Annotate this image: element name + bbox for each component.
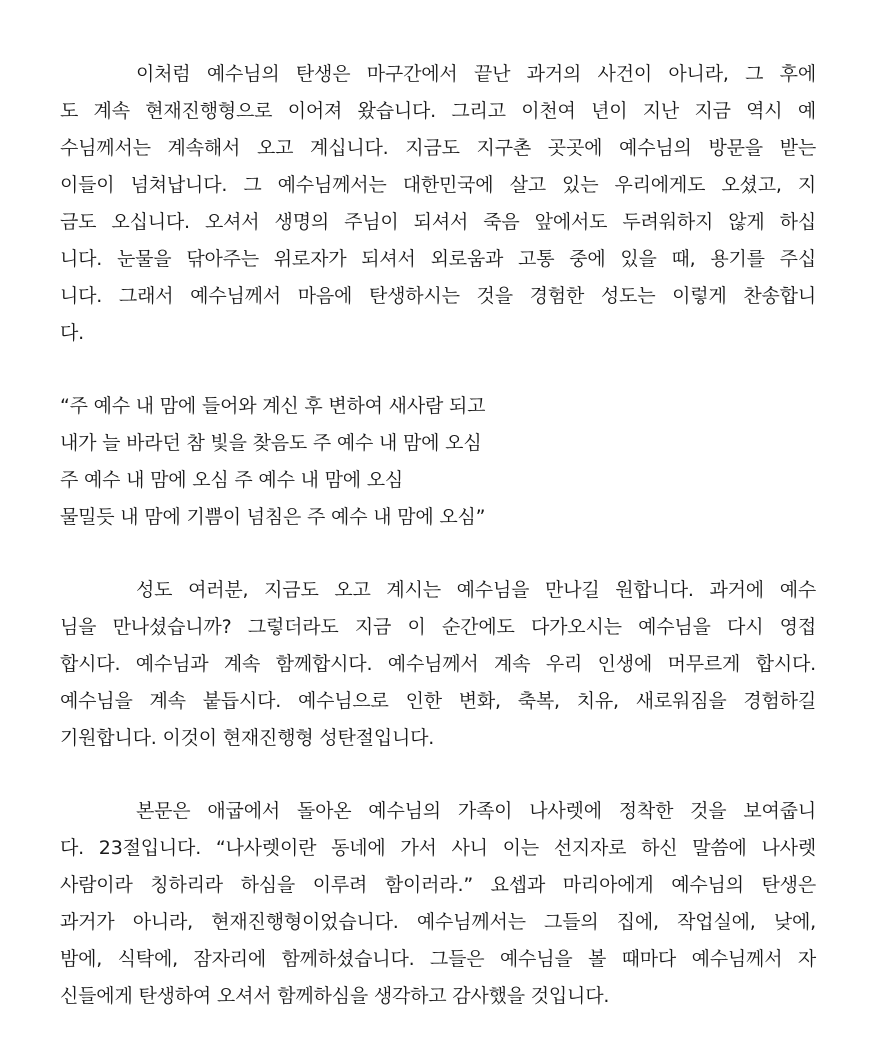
- paragraph-spacer: [60, 757, 816, 793]
- paragraph-line: 합시다. 예수님과 계속 함께합시다. 예수님께서 계속 우리 인생에 머무르게 합시다.: [60, 653, 816, 675]
- paragraph-line: 성도 여러분, 지금도 오고 계시는 예수님을 만나길 원합니다. 과거에 예수: [136, 579, 816, 601]
- paragraph-line: 수님께서는 계속해서 오고 계십니다. 지금도 지구촌 곳곳에 예수님의 방문을 받는: [60, 137, 816, 159]
- paragraph-spacer: [60, 352, 816, 388]
- paragraph-line: 금도 오십니다. 오셔서 생명의 주님이 되셔서 죽음 앞에서도 두려워하지 않게 하십: [60, 211, 816, 233]
- paragraph-1: [60, 56, 816, 352]
- paragraph-2: [60, 572, 816, 757]
- hymn-line: 물밀듯 내 맘에 기쁨이 넘침은 주 예수 내 맘에 오심”: [60, 506, 486, 528]
- paragraph-line: 니다. 그래서 예수님께서 마음에 탄생하시는 것을 경험한 성도는 이렇게 찬송합니: [60, 285, 816, 307]
- paragraph-line: 이들이 넘쳐납니다. 그 예수님께서는 대한민국에 살고 있는 우리에게도 오셨고, 지: [60, 174, 816, 196]
- document-body: [60, 56, 816, 1015]
- paragraph-line: 니다. 눈물을 닦아주는 위로자가 되셔서 외로움과 고통 중에 있을 때, 용기를 주십: [60, 248, 816, 270]
- paragraph-line: 예수님을 계속 붙듭시다. 예수님으로 인한 변화, 축복, 치유, 새로워짐을 경험하길: [60, 690, 816, 712]
- hymn-line: 주 예수 내 맘에 오심 주 예수 내 맘에 오심: [60, 469, 404, 491]
- paragraph-line: 다.: [60, 322, 84, 344]
- paragraph-line: 이처럼 예수님의 탄생은 마구간에서 끝난 과거의 사건이 아니라, 그 후에: [136, 63, 816, 85]
- paragraph-3: [60, 793, 816, 1015]
- paragraph-line: 도 계속 현재진행형으로 이어져 왔습니다. 그리고 이천여 년이 지난 지금 역시 예: [60, 100, 816, 122]
- paragraph-line: 다. 23절입니다. “나사렛이란 동네에 가서 사니 이는 선지자로 하신 말씀에 나사렛: [60, 837, 816, 859]
- paragraph-line: 사람이라 칭하리라 하심을 이루려 함이러라.” 요셉과 마리아에게 예수님의 탄생은: [60, 874, 816, 896]
- paragraph-spacer: [60, 536, 816, 572]
- hymn-quote: [60, 388, 816, 536]
- paragraph-line: 신들에게 탄생하여 오셔서 함께하심을 생각하고 감사했을 것입니다.: [60, 985, 610, 1007]
- hymn-line: “주 예수 내 맘에 들어와 계신 후 변하여 새사람 되고: [60, 395, 486, 417]
- paragraph-line: 밤에, 식탁에, 잠자리에 함께하셨습니다. 그들은 예수님을 볼 때마다 예수님께서 자: [60, 948, 816, 970]
- paragraph-line: 과거가 아니라, 현재진행형이었습니다. 예수님께서는 그들의 집에, 작업실에, 낮에,: [60, 911, 816, 933]
- paragraph-line: 본문은 애굽에서 돌아온 예수님의 가족이 나사렛에 정착한 것을 보여줍니: [136, 800, 816, 822]
- paragraph-line: 기원합니다. 이것이 현재진행형 성탄절입니다.: [60, 727, 435, 749]
- hymn-line: 내가 늘 바라던 참 빛을 찾음도 주 예수 내 맘에 오심: [60, 432, 482, 454]
- paragraph-line: 님을 만나셨습니까? 그렇더라도 지금 이 순간에도 다가오시는 예수님을 다시 영접: [60, 616, 816, 638]
